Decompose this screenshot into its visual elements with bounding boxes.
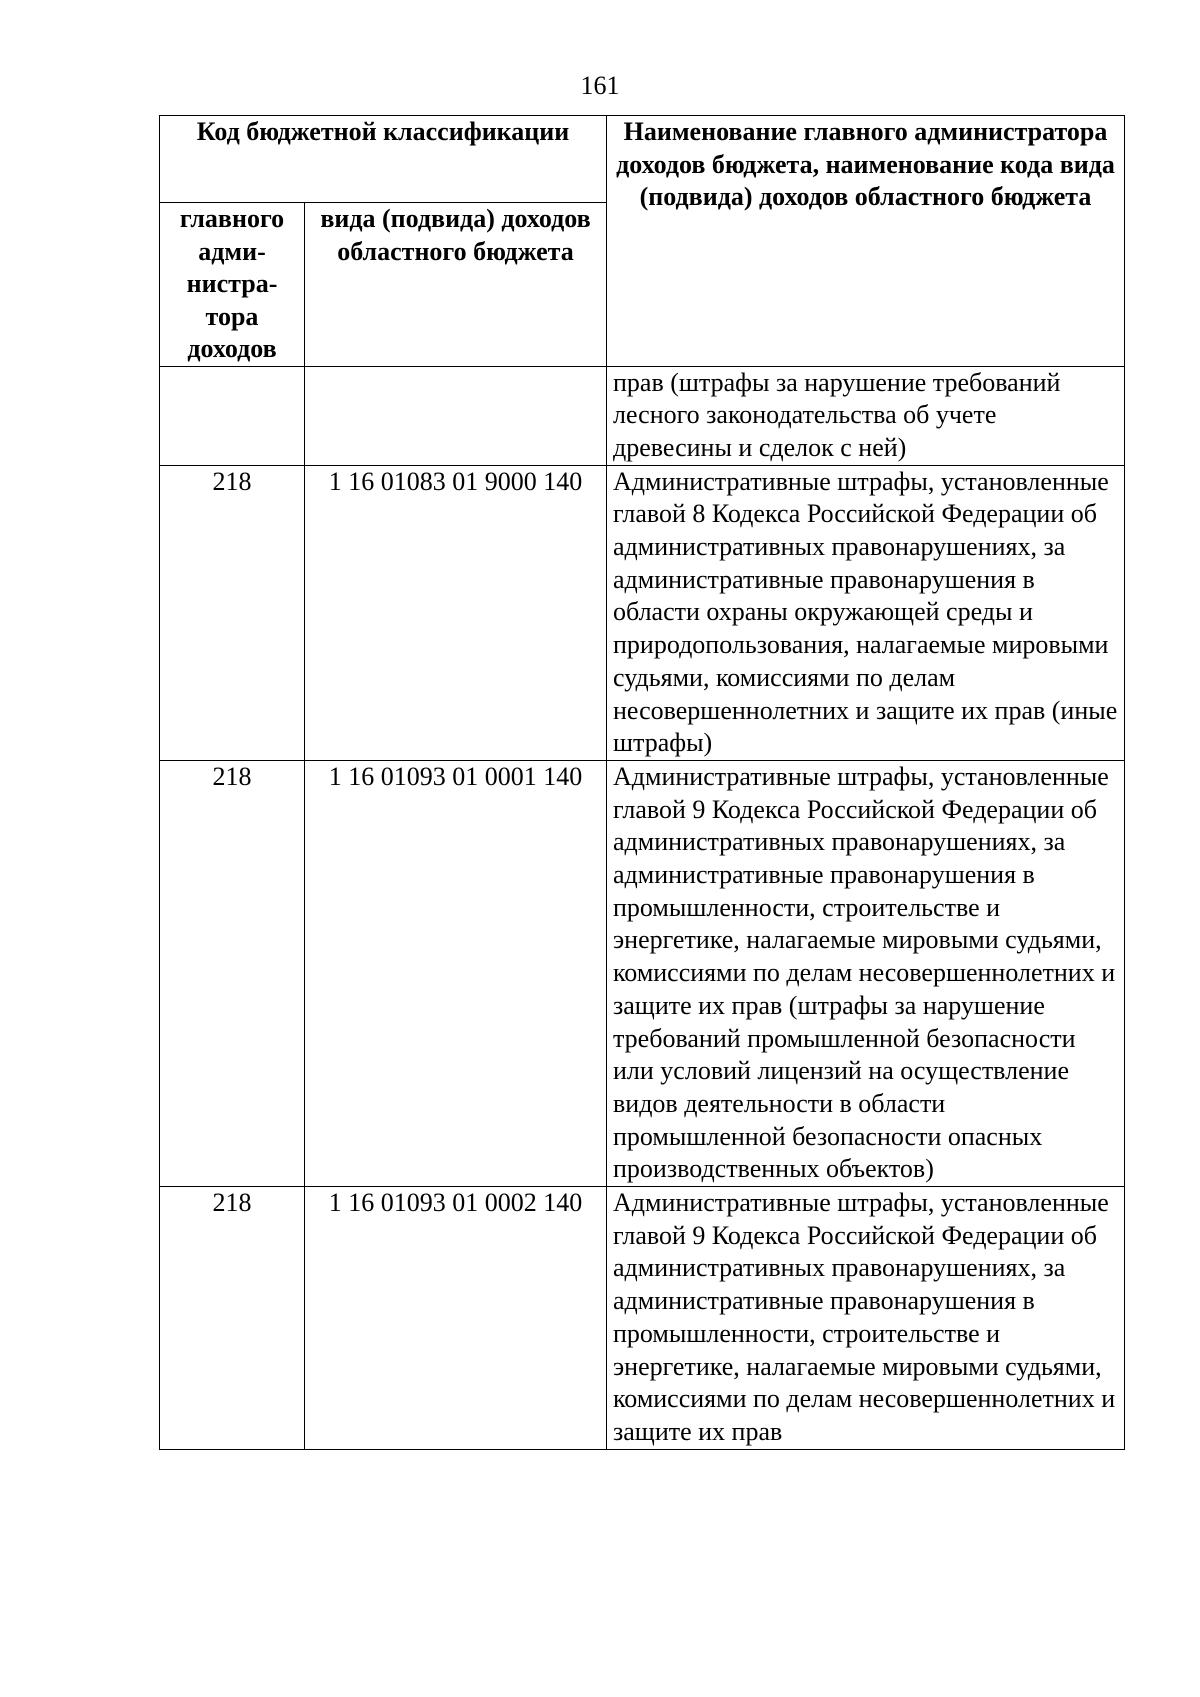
header-income-type-code: вида (подвида) доходов областного бюджета bbox=[305, 203, 607, 367]
cell-income-code bbox=[305, 366, 607, 465]
table-row bbox=[160, 366, 1125, 465]
cell-admin-code bbox=[160, 366, 305, 465]
page-number: 161 bbox=[580, 71, 620, 100]
cell-income-code: 1 16 01093 01 0001 140 bbox=[305, 760, 607, 1186]
cell-description: прав (штрафы за нарушение требований лесного законодательства об учете древесины и сделок с ней) bbox=[607, 366, 1125, 465]
cell-admin-code: 218 bbox=[160, 465, 305, 760]
cell-description: Административные штрафы, установленные главой 9 Кодекса Российской Федерации об административных правонарушениях, за административные правонарушения в промышленности, строительстве и энергетике, налагаемые мировыми судьями, комиссиями по делам несовершеннолетних и защите их прав bbox=[607, 1187, 1125, 1450]
cell-description: Административные штрафы, установленные главой 8 Кодекса Российской Федерации об административных правонарушениях, за административные правонарушения в области охраны окружающей среды и природопользования, налагаемые мировыми судьями, комиссиями по делам несовершеннолетних и защите их прав (иные штрафы) bbox=[607, 465, 1125, 760]
cell-admin-code: 218 bbox=[160, 760, 305, 1186]
table-row bbox=[160, 1187, 1125, 1450]
cell-description: Административные штрафы, установленные главой 9 Кодекса Российской Федерации об административных правонарушениях, за административные правонарушения в промышленности, строительстве и энергетике, налагаемые мировыми судьями, комиссиями по делам несовершеннолетних и защите их прав (штрафы за нарушение требований промышленной безопасности или условий лицензий на осуществление видов деятельности в области промышленной безопасности опасных производственных объектов) bbox=[607, 760, 1125, 1186]
table-header-row bbox=[160, 116, 1125, 203]
cell-income-code: 1 16 01083 01 9000 140 bbox=[305, 465, 607, 760]
table-row bbox=[160, 760, 1125, 1186]
cell-admin-code: 218 bbox=[160, 1187, 305, 1450]
table-row bbox=[160, 465, 1125, 760]
header-budget-code-group: Код бюджетной классификации bbox=[160, 116, 607, 203]
header-administrator-name: Наименование главного администратора доходов бюджета, наименование кода вида (подвида) доходов областного бюджета bbox=[607, 116, 1125, 367]
header-main-administrator: главного адми-нистра-тора доходов bbox=[160, 203, 305, 367]
budget-classification-table bbox=[159, 115, 1125, 1450]
cell-income-code: 1 16 01093 01 0002 140 bbox=[305, 1187, 607, 1450]
